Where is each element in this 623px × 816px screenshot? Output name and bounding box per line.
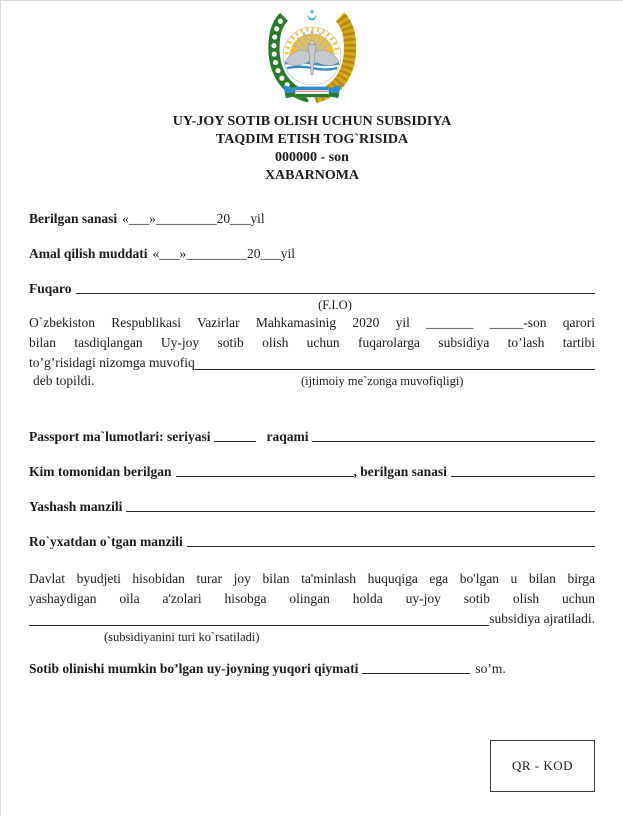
issued-date-label: , berilgan sanasi xyxy=(353,464,447,479)
validity-label: Amal qilish muddati xyxy=(29,246,148,261)
issued-by-row xyxy=(29,463,595,480)
document-header xyxy=(29,113,595,185)
living-address-blank xyxy=(126,511,595,512)
decree-line-2: bilan tasdiqlangan Uy-joy sotib olish uchun fuqarolarga subsidiya to’lash tartibi xyxy=(29,335,595,350)
validity-row xyxy=(29,245,595,262)
issued-by-label: Kim tomonidan berilgan xyxy=(29,464,172,479)
passport-series-blank xyxy=(214,441,256,442)
issued-by-blank xyxy=(176,476,354,477)
passport-label: Passport ma`lumotlari: seriyasi xyxy=(29,429,211,444)
doc-type: XABARNOMA xyxy=(264,168,360,183)
qr-code-label: QR - KOD xyxy=(511,758,574,773)
subsidy-paragraph xyxy=(29,569,595,645)
living-address-row xyxy=(29,498,595,515)
doc-number: 000000 - son xyxy=(275,150,349,165)
decree-tail: deb topildi. xyxy=(33,373,95,388)
max-price-row xyxy=(29,660,595,677)
uzbekistan-state-emblem-icon xyxy=(256,9,368,107)
issue-date-row xyxy=(29,210,595,227)
decree-line-3-text: to’g’risidagi nizomga muvofiq xyxy=(29,355,195,370)
citizen-caption: (F.I.O) xyxy=(318,298,352,312)
subsidy-line-3 xyxy=(29,609,595,629)
doc-title-line-1: UY-JOY SOTIB OLISH UCHUN SUBSIDIYA xyxy=(172,114,452,129)
registered-address-blank xyxy=(187,546,595,547)
max-price-blank xyxy=(362,673,470,674)
subsidy-line-2: yashaydigan oila a'zolari hisobga olingan holda uy-joy sotib olish uchun xyxy=(29,591,595,606)
living-address-label: Yashash manzili xyxy=(29,499,123,514)
subsidy-type-blank xyxy=(29,625,489,626)
qr-area xyxy=(29,740,595,792)
decree-caption: (ijtimoiy me`zonga muvofiqligi) xyxy=(301,374,464,388)
citizen-blank-line xyxy=(76,293,595,294)
max-price-suffix: so’m. xyxy=(475,661,506,676)
decree-line-1: O`zbekiston Respublikasi Vazirlar Mahkamasinig 2020 yil _______ _____-son qarori xyxy=(29,315,595,330)
passport-number-label: raqami xyxy=(266,429,309,444)
decree-blank-line xyxy=(195,369,595,370)
passport-number-blank xyxy=(312,441,595,442)
validity-blank: «___»_________20___yil xyxy=(152,246,296,261)
registered-address-row xyxy=(29,533,595,550)
subsidy-caption: (subsidiyanini turi ko`rsatiladi) xyxy=(104,630,260,644)
passport-row xyxy=(29,428,595,445)
registered-address-label: Ro`yxatdan o`tgan manzili xyxy=(29,534,183,549)
max-price-label: Sotib olinishi mumkin bo’lgan uy-joyning yuqori qiymati xyxy=(29,661,359,676)
decree-paragraph xyxy=(29,313,595,391)
subsidy-line-3-tail: subsidiya ajratiladi. xyxy=(489,611,595,626)
decree-caption-row xyxy=(29,373,595,391)
subsidy-line-1: Davlat byudjeti hisobidan turar joy bilan ta'minlash huquqiga ega bo'lgan u bilan birga xyxy=(29,571,595,586)
citizen-row xyxy=(29,280,595,297)
issue-date-label: Berilgan sanasi xyxy=(29,211,118,226)
doc-title-line-2: TAQDIM ETISH TOG`RISIDA xyxy=(215,132,409,147)
citizen-label: Fuqaro xyxy=(29,281,72,296)
issued-date-blank xyxy=(451,476,595,477)
qr-code-box xyxy=(490,740,595,792)
issue-date-blank: «___»_________20___yil xyxy=(122,211,265,226)
emblem-container xyxy=(29,1,595,107)
decree-line-3 xyxy=(29,353,595,373)
